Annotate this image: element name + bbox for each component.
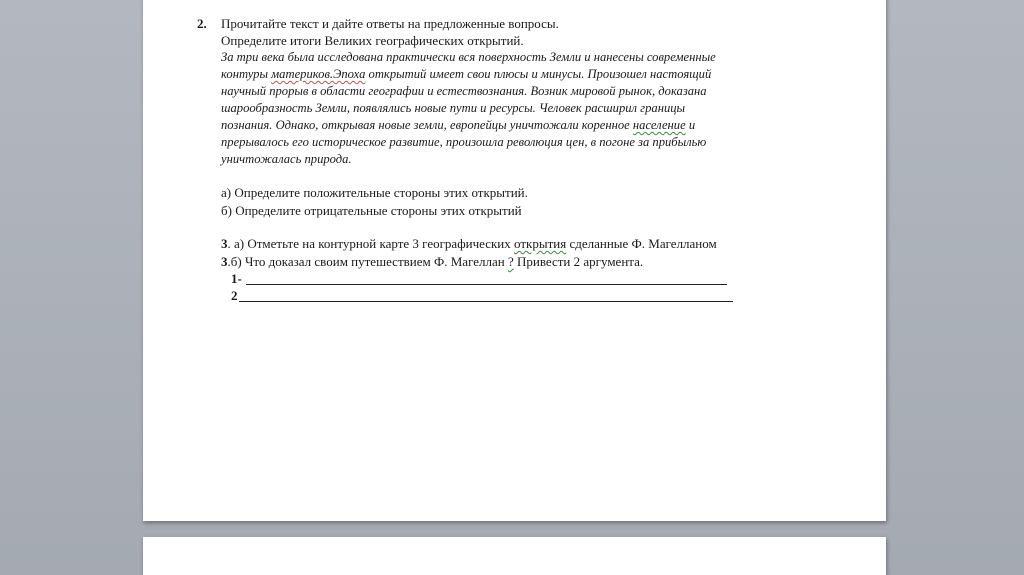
passage-line-2 <box>221 66 711 83</box>
grammar-check-word: открытия <box>514 236 567 251</box>
passage-line-4: шарообразность Земли, появлялись новые пути и ресурсы. Человек расширил границы <box>221 101 686 115</box>
task2-subtitle: Определите итоги Великих географических открытий. <box>221 33 524 48</box>
passage-line-5 <box>221 117 695 134</box>
question-3b-text-start: .б) Что доказал своим путешествием Ф. Магеллан <box>227 254 508 269</box>
task2-instruction: Прочитайте текст и дайте ответы на предложенные вопросы. <box>221 16 559 31</box>
passage-line-6: прерывалось его историческое развитие, произошла революция цен, в погоне за прибылью <box>221 135 707 149</box>
question-number-2: 2. <box>197 16 207 31</box>
passage-line-5-start: познания. Однако, открывая новые земли, европейцы уничтожали коренное <box>221 118 633 132</box>
question-3b-number: 3 <box>221 254 228 269</box>
answer-2-label: 2 <box>231 288 238 303</box>
grammar-check-mark: ? <box>507 254 514 269</box>
question-3b-text-end: Привести 2 аргумента. <box>513 254 644 269</box>
question-3a-text-end: сделанные Ф. Магелланом <box>566 236 717 251</box>
passage-line-3: научный прорыв в области географии и естествознания. Возник мировой рынок, доказана <box>221 84 707 98</box>
answer-2-line[interactable] <box>239 301 733 302</box>
question-3a-text-start: . а) Отметьте на контурной карте 3 географических <box>227 236 515 251</box>
document-page-2[interactable] <box>143 537 886 575</box>
spellcheck-word: материков.Эпоха <box>271 67 366 81</box>
answer-1-label: 1- <box>231 271 242 286</box>
passage-line-7: уничтожалась природа. <box>221 152 352 166</box>
question-2b: б) Определите отрицательные стороны этих открытий <box>221 203 522 218</box>
grammar-check-word: население <box>632 118 686 132</box>
passage-line-1: За три века была исследована практически вся поверхность Земли и нанесены современные <box>221 50 716 64</box>
question-3a <box>221 235 717 252</box>
question-3a-number: 3 <box>221 236 228 251</box>
question-3b <box>221 253 643 270</box>
passage-line-2-start: контуры <box>221 67 272 81</box>
question-2a: а) Определите положительные стороны этих открытий. <box>221 185 528 200</box>
answer-1-line[interactable] <box>246 284 727 285</box>
passage-line-2-end: открытий имеет свои плюсы и минусы. Произошел настоящий <box>365 67 712 81</box>
passage-line-5-end: и <box>685 118 696 132</box>
document-page-1[interactable] <box>143 0 886 521</box>
